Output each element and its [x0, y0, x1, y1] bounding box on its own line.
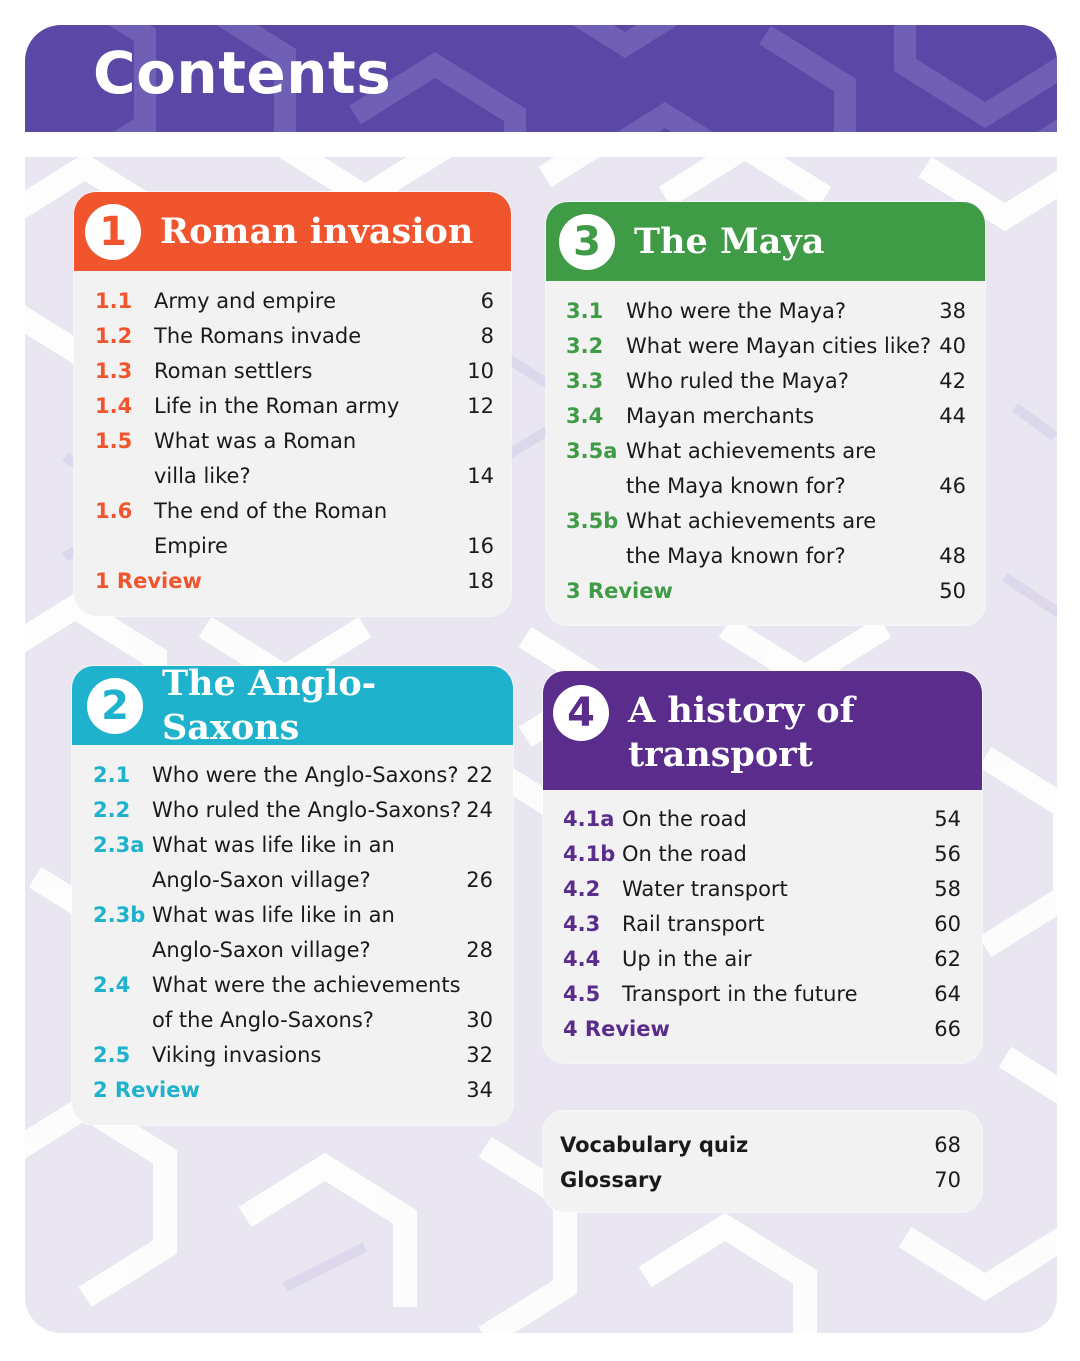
unit-2-lessons [93, 758, 493, 1113]
lesson-row[interactable] [93, 828, 493, 898]
lesson-row[interactable] [563, 942, 961, 977]
lesson-number: 2.2 [93, 798, 131, 822]
page-number: 68 [934, 1133, 961, 1157]
unit-3-card [546, 202, 985, 625]
unit-number-badge: 4 [553, 685, 609, 741]
lesson-title: Life in the Roman army [154, 394, 400, 418]
lesson-row[interactable] [566, 364, 966, 399]
unit-3-lessons [566, 294, 966, 614]
lesson-row[interactable] [566, 329, 966, 364]
lesson-number: 2.4 [93, 973, 131, 997]
page-number: 32 [466, 1043, 493, 1067]
page-number: 56 [934, 842, 961, 866]
unit-number-badge: 2 [87, 678, 143, 734]
page-number: 44 [939, 404, 966, 428]
review-label: 2 Review [93, 1078, 200, 1102]
lesson-row[interactable] [563, 977, 961, 1012]
page-number: 58 [934, 877, 961, 901]
page-number: 60 [934, 912, 961, 936]
lesson-title: The Romans invade [154, 324, 362, 348]
lesson-number: 1.4 [95, 394, 133, 418]
lesson-title: What were the achievements [152, 973, 461, 997]
unit-title: The Anglo-Saxons [162, 666, 377, 748]
review-label: 4 Review [563, 1017, 670, 1041]
lesson-row[interactable] [95, 319, 494, 354]
lesson-title: What was life like in an [152, 833, 395, 857]
lesson-title: What achievements are [626, 509, 877, 533]
unit-2-header [72, 666, 513, 748]
page-number: 24 [466, 798, 493, 822]
lesson-title-line2: villa like? [154, 464, 251, 488]
page-number: 38 [939, 299, 966, 323]
extras-list [560, 1128, 961, 1198]
review-label: 3 Review [566, 579, 673, 603]
lesson-row[interactable] [93, 1038, 493, 1073]
lesson-row[interactable] [95, 389, 494, 424]
lesson-row[interactable] [566, 294, 966, 329]
review-row[interactable] [566, 574, 966, 609]
page-number: 14 [467, 464, 494, 488]
lesson-title: Who ruled the Maya? [626, 369, 849, 393]
page-title: Contents [93, 39, 392, 107]
extra-label: Vocabulary quiz [560, 1133, 749, 1157]
review-row[interactable] [95, 564, 494, 599]
lesson-number: 4.1a [563, 807, 615, 831]
lesson-row[interactable] [93, 898, 493, 968]
lesson-number: 3.4 [566, 404, 604, 428]
page-number: 18 [467, 569, 494, 593]
lesson-number: 2.3b [93, 903, 146, 927]
lesson-title: Who were the Anglo-Saxons? [152, 763, 459, 787]
vocabulary-quiz-row[interactable] [560, 1128, 961, 1163]
lesson-title: What achievements are [626, 439, 877, 463]
unit-4-lessons [563, 802, 961, 1047]
extras-card [543, 1111, 982, 1212]
lesson-number: 1.2 [95, 324, 133, 348]
lesson-number: 3.3 [566, 369, 604, 393]
lesson-title: Who ruled the Anglo-Saxons? [152, 798, 462, 822]
lesson-row[interactable] [93, 758, 493, 793]
unit-1-card [74, 192, 511, 616]
page-number: 10 [467, 359, 494, 383]
lesson-row[interactable] [95, 494, 494, 564]
lesson-row[interactable] [95, 354, 494, 389]
page-number: 34 [466, 1078, 493, 1102]
lesson-title: What was life like in an [152, 903, 395, 927]
lesson-number: 4.1b [563, 842, 616, 866]
lesson-number: 1.3 [95, 359, 133, 383]
lesson-title: Who were the Maya? [626, 299, 847, 323]
lesson-title: What was a Roman [154, 429, 357, 453]
review-label: 1 Review [95, 569, 202, 593]
page-number: 62 [934, 947, 961, 971]
lesson-title: Transport in the future [622, 982, 858, 1006]
unit-number-badge: 3 [559, 214, 615, 270]
lesson-title-line2: Empire [154, 534, 228, 558]
lesson-title: Rail transport [622, 912, 765, 936]
lesson-row[interactable] [95, 424, 494, 494]
unit-3-header [546, 202, 985, 281]
unit-4-card [543, 671, 982, 1063]
lesson-title-line2: the Maya known for? [626, 544, 846, 568]
lesson-number: 2.3a [93, 833, 145, 857]
glossary-row[interactable] [560, 1163, 961, 1198]
page-number: 6 [480, 289, 494, 313]
lesson-row[interactable] [566, 399, 966, 434]
page-number: 16 [467, 534, 494, 558]
lesson-number: 3.5b [566, 509, 619, 533]
lesson-number: 3.2 [566, 334, 604, 358]
unit-2-card [72, 666, 513, 1125]
lesson-title: The end of the Roman [154, 499, 388, 523]
page-number: 42 [939, 369, 966, 393]
lesson-number: 3.1 [566, 299, 604, 323]
lesson-row[interactable] [93, 793, 493, 828]
unit-title: The Maya [634, 220, 825, 262]
contents-header [25, 25, 1057, 132]
page-number: 70 [934, 1168, 961, 1192]
lesson-number: 4.5 [563, 982, 601, 1006]
unit-title-line2: transport [628, 734, 813, 775]
lesson-row[interactable] [563, 837, 961, 872]
lesson-title: Water transport [622, 877, 788, 901]
page-number: 54 [934, 807, 961, 831]
lesson-row[interactable] [563, 907, 961, 942]
lesson-title: Up in the air [622, 947, 752, 971]
review-row[interactable] [563, 1012, 961, 1047]
page-number: 22 [466, 763, 493, 787]
page-number: 46 [939, 474, 966, 498]
lesson-title-line2: Anglo-Saxon village? [152, 938, 371, 962]
page-number: 28 [466, 938, 493, 962]
lesson-number: 1.6 [95, 499, 133, 523]
lesson-title: What were Mayan cities like? [626, 334, 932, 358]
unit-1-lessons [95, 284, 494, 604]
page-number: 64 [934, 982, 961, 1006]
unit-title: A history of [628, 690, 855, 731]
lesson-row[interactable] [563, 802, 961, 837]
lesson-number: 1.1 [95, 289, 133, 313]
lesson-title: Roman settlers [154, 359, 313, 383]
lesson-row[interactable] [563, 872, 961, 907]
page-number: 12 [467, 394, 494, 418]
lesson-title: Viking invasions [152, 1043, 322, 1067]
lesson-title: On the road [622, 807, 747, 831]
unit-4-header [543, 671, 982, 790]
lesson-number: 3.5a [566, 439, 618, 463]
page-number: 48 [939, 544, 966, 568]
unit-1-header [74, 192, 511, 271]
lesson-number: 4.3 [563, 912, 601, 936]
lesson-number: 2.5 [93, 1043, 131, 1067]
lesson-title: Mayan merchants [626, 404, 815, 428]
unit-title: Roman invasion [160, 210, 474, 252]
lesson-title: Army and empire [154, 289, 337, 313]
page-number: 30 [466, 1008, 493, 1032]
lesson-number: 4.2 [563, 877, 601, 901]
page-number: 40 [939, 334, 966, 358]
lesson-title-line2: Anglo-Saxon village? [152, 868, 371, 892]
lesson-row[interactable] [95, 284, 494, 319]
extra-label: Glossary [560, 1168, 663, 1192]
page-number: 26 [466, 868, 493, 892]
lesson-title-line2: of the Anglo-Saxons? [152, 1008, 374, 1032]
lesson-number: 4.4 [563, 947, 601, 971]
lesson-row[interactable] [566, 434, 966, 504]
page-number: 8 [480, 324, 494, 348]
unit-number-badge: 1 [85, 204, 141, 260]
lesson-number: 2.1 [93, 763, 131, 787]
review-row[interactable] [93, 1073, 493, 1108]
page-number: 66 [934, 1017, 961, 1041]
lesson-row[interactable] [93, 968, 493, 1038]
unit-title-block [628, 689, 855, 777]
lesson-title-line2: the Maya known for? [626, 474, 846, 498]
lesson-title: On the road [622, 842, 747, 866]
lesson-number: 1.5 [95, 429, 133, 453]
lesson-row[interactable] [566, 504, 966, 574]
page-number: 50 [939, 579, 966, 603]
